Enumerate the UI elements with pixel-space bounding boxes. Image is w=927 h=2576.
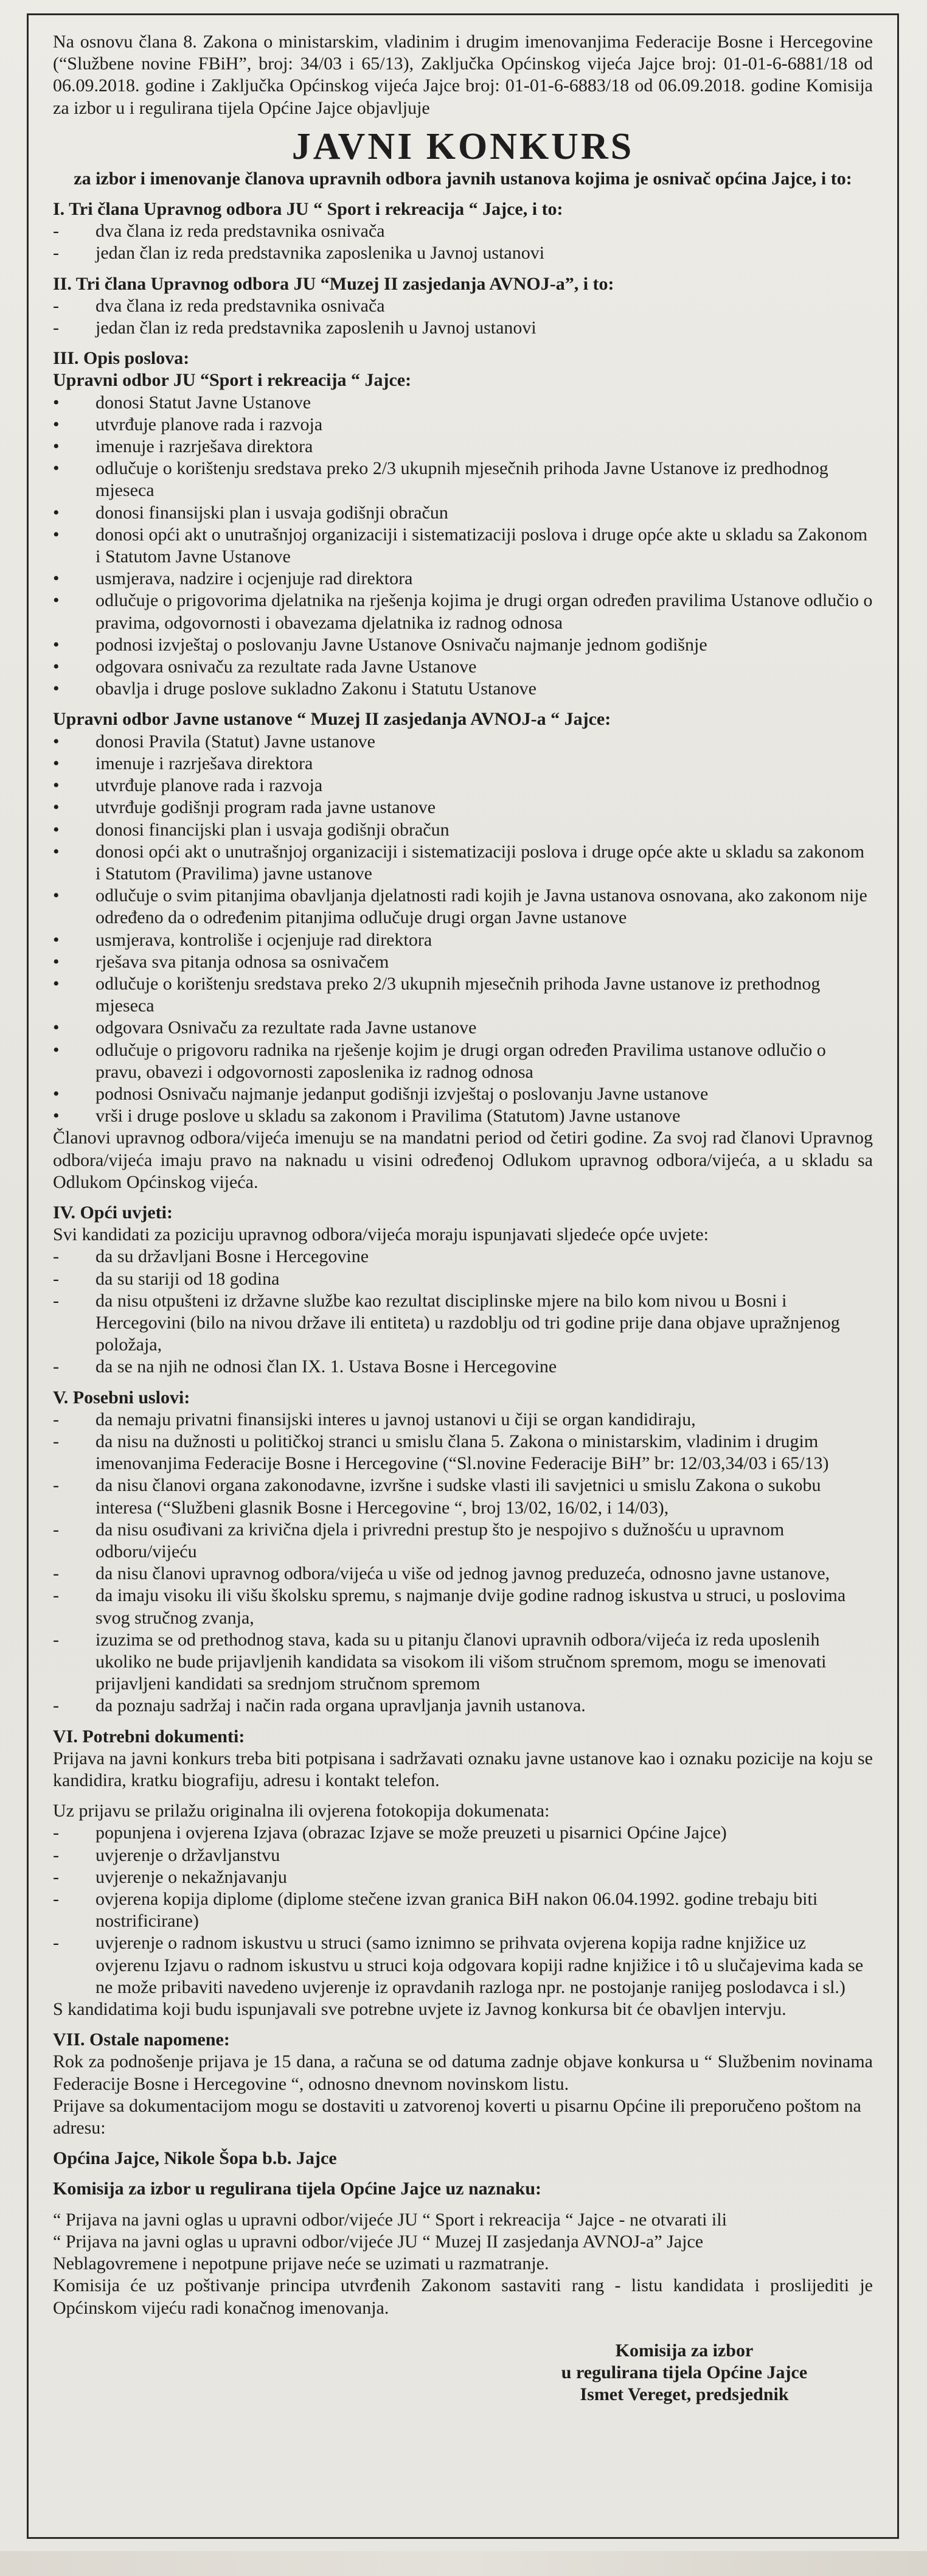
section-4-lead: Svi kandidati za poziciju upravnog odbora/vijeća moraju ispunjavati sljedeće opće uvjete: (53, 1224, 709, 1245)
section-3-closing: Članovi upravnog odbora/vijeća imenuju se na mandatni period od četiri godine. Za svoj rad članovi Upravnog odbora/vijeća imaju pravo na naknadu u visini određenoj Odlukom upravnog odbora/vijeća, a u skladu sa Odlukom Općinskog vijeća. (53, 1128, 873, 1192)
list-item: • odlučuje o svim pitanjima obavljanja djelatnosti radi kojih je Javna ustanova osnovana, ako zakonom nije određeno da o određenim pitanjima odlučuje drugi organ Javne ustanove (53, 885, 873, 929)
section-7-commission-note: Komisija za izbor u regulirana tijela Općine Jajce uz naznaku: (53, 2179, 542, 2199)
list-item: • imenuje i razrješava direktora (53, 436, 873, 458)
section-7-incomplete-note: Neblagovremene i nepotpune prijave neće se uzimati u razmatranje. (53, 2253, 549, 2274)
list-item: - da su stariji od 18 godina (53, 1268, 873, 1290)
list-item: - izuzima se od prethodnog stava, kada su u pitanju članovi upravnih odbora/vijeća iz reda uposlenih ukoliko ne bude prijavljenih kandidata sa visokom ili višom stručnom spremom, mogu se imenovati prijavljeni kandidati sa srednjom stručnom spremom (53, 1629, 873, 1695)
signature-line-3: Ismet Vereget, predsjednik (580, 2384, 789, 2405)
section-1-list (53, 220, 873, 264)
section-3-list-sport (53, 392, 873, 700)
section-7-quote-sport: “ Prijava na javni oglas u upravni odbor/vijeće JU “ Sport i rekreacija “ Jajce - ne otvarati ili (53, 2209, 727, 2230)
list-item: • donosi Statut Javne Ustanove (53, 392, 873, 414)
list-item: - dva člana iz reda predstavnika osnivača (53, 220, 873, 242)
section-6-list (53, 1822, 873, 1998)
list-item: - da nemaju privatni finansijski interes u javnoj ustanovi u čiji se organ kandidiraju, (53, 1409, 873, 1431)
list-item: • odlučuje o prigovorima djelatnika na rješenja kojima je drugi organ određen pravilima Ustanove odlučio o pravima, odgovornosti i obavezama djelatnika iz radnog odnosa (53, 590, 873, 634)
section-6-lead: Prijava na javni konkurs treba biti potpisana i sadržavati oznaku javne ustanove kao i oznaku pozicije na koju se kandidira, kratku biografiju, adresu i kontakt telefon. (53, 1748, 873, 1791)
list-item: - jedan član iz reda predstavnika zaposlenika u Javnoj ustanovi (53, 242, 873, 264)
list-item: • utvrđuje godišnji program rada javne ustanove (53, 797, 873, 819)
section-7-deadline: Rok za podnošenje prijava je 15 dana, a računa se od datuma zadnje objave konkursa u “ Službenim novinama Federacije Bosne i Hercegovine “, odnosno dnevnom novinskom listu. (53, 2051, 873, 2094)
list-item: - da se na njih ne odnosi član IX. 1. Ustava Bosne i Hercegovine (53, 1356, 873, 1378)
list-item: - uvjerenje o nekažnjavanju (53, 1866, 873, 1888)
list-item: • odlučuje o korištenju sredstava preko 2/3 ukupnih mjesečnih prihoda Javne Ustanove iz predhodnog mjeseca (53, 458, 873, 501)
list-item: - da poznaju sadržaj i način rada organa upravljanja javnih ustanova. (53, 1695, 873, 1717)
list-item: • donosi finansijski plan i usvaja godišnji obračun (53, 502, 873, 524)
section-5-list (53, 1409, 873, 1717)
list-item: - da nisu članovi upravnog odbora/vijeća u više od jednog javnog preduzeća, odnosno javne ustanove, (53, 1563, 873, 1585)
section-7-heading: VII. Ostale napomene: (53, 2030, 230, 2050)
list-item: • usmjerava, nadzire i ocjenjuje rad direktora (53, 568, 873, 590)
section-7-quote-museum: “ Prijava na javni oglas u upravni odbor/vijeće JU “ Muzej II zasjedanja AVNOJ-a” Jajce (53, 2231, 704, 2252)
signature-block (53, 2340, 873, 2406)
list-item: - dva člana iz reda predstavnika osnivača (53, 295, 873, 317)
list-item: • rješava sva pitanja odnosa sa osnivačem (53, 951, 873, 973)
section-6-closing: S kandidatima koji budu ispunjavali sve potrebne uvjete iz Javnog konkursa bit će obavljen intervju. (53, 1999, 786, 2020)
page-title: JAVNI KONKURS (291, 125, 634, 167)
signature-line-1: Komisija za izbor (615, 2340, 754, 2361)
list-item: • podnosi izvještaj o poslovanju Javne Ustanove Osnivaču najmanje jednom godišnje (53, 634, 873, 656)
section-1-heading: I. Tri člana Upravnog odbora JU “ Sport i rekreacija “ Jajce, i to: (53, 199, 563, 220)
section-7-ranking-note: Komisija će uz poštivanje principa utvrđenih Zakonom sastaviti rang - listu kandidata i proslijediti je Općinskom vijeću radi konačnog imenovanja. (53, 2275, 873, 2318)
section-2-heading: II. Tri člana Upravnog odbora JU “Muzej II zasjedanja AVNOJ-a”, i to: (53, 273, 614, 294)
list-item: • donosi financijski plan i usvaja godišnji obračun (53, 819, 873, 841)
list-item: • donosi opći akt o unutrašnjoj organizaciji i sistematizaciji poslova i druge opće akte u skladu sa Zakonom i Statutom Javne Ustanove (53, 524, 873, 568)
section-3-heading: III. Opis poslova: (53, 348, 190, 369)
intro-paragraph: Na osnovu člana 8. Zakona o ministarskim, vladinim i drugim imenovanjima Federacije Bosne i Hercegovine (“Službene novine FBiH”, broj: 34/03 i 65/13), Zaključka Općinskog vijeća Jajce broj: 01-01-6-6881/18 od 06.09.2018. godine i Zaključka Općinskog vijeća Jajce broj: 01-01-6-6883/18 od 06.09.2018. godine Komisija za izbor u i regulirana tijela Općine Jajce objavljuje (53, 32, 873, 118)
section-3-list-museum (53, 731, 873, 1128)
list-item: - da nisu članovi organa zakonodavne, izvršne i sudske vlasti ili savjetnici u smislu Zakona o sukobu interesa (“Službeni glasnik Bosne i Hercegovine “, broj 13/02, 16/02, i 14/03), (53, 1475, 873, 1518)
list-item: - ovjerena kopija diplome (diplome stečene izvan granica BiH nakon 06.04.1992. godine trebaju biti nostrificirane) (53, 1888, 873, 1932)
section-4-list (53, 1246, 873, 1378)
section-7-delivery: Prijave sa dokumentacijom mogu se dostaviti u zatvorenoj koverti u pisarnu Općine ili preporučeno poštom na adresu: (53, 2095, 861, 2138)
list-item: - da nisu na dužnosti u političkoj stranci u smislu člana 5. Zakona o ministarskim, vladinim i drugim imenovanjima Federacije Bosne i Hercegovine (“Sl.novine Federacije BiH” br: 12/03,34/03 i 65/13) (53, 1431, 873, 1475)
list-item: • odgovara osnivaču za rezultate rada Javne Ustanove (53, 656, 873, 678)
list-item: - popunjena i ovjerena Izjava (obrazac Izjave se može preuzeti u pisarnici Općine Jajce) (53, 1822, 873, 1844)
list-item: • imenuje i razrješava direktora (53, 753, 873, 775)
list-item: • odlučuje o korištenju sredstava preko 2/3 ukupnih mjesečnih prihoda Javne ustanove iz prethodnog mjeseca (53, 973, 873, 1017)
list-item: - jedan član iz reda predstavnika zaposlenih u Javnoj ustanovi (53, 317, 873, 339)
list-item: • utvrđuje planove rada i razvoja (53, 775, 873, 797)
announcement-frame (27, 13, 899, 2539)
list-item: • donosi opći akt o unutrašnjoj organizaciji i sistematizaciji poslova i druge opće akte u skladu sa zakonom i Statutom (Pravilima) javne ustanove (53, 841, 873, 885)
section-7-address: Općina Jajce, Nikole Šopa b.b. Jajce (53, 2148, 337, 2169)
section-3-subheading-museum: Upravni odbor Javne ustanove “ Muzej II zasjedanja AVNOJ-a “ Jajce: (53, 709, 611, 730)
list-item: • donosi Pravila (Statut) Javne ustanove (53, 731, 873, 753)
signature-line-2: u regulirana tijela Općine Jajce (561, 2362, 808, 2382)
list-item: • odgovara Osnivaču za rezultate rada Javne ustanove (53, 1017, 873, 1039)
list-item: • obavlja i druge poslove sukladno Zakonu i Statutu Ustanove (53, 678, 873, 700)
list-item: - da su državljani Bosne i Hercegovine (53, 1246, 873, 1268)
section-6-lead2: Uz prijavu se prilažu originalna ili ovjerena fotokopija dokumenata: (53, 1801, 550, 1821)
page-subtitle: za izbor i imenovanje članova upravnih odbora javnih ustanova kojima je osnivač općina Jajce, i to: (74, 168, 852, 189)
list-item: - da nisu osuđivani za krivična djela i privredni prestup što je nespojivo s dužnošću u upravnom odboru/vijeću (53, 1519, 873, 1563)
section-2-list (53, 295, 873, 339)
list-item: • usmjerava, kontroliše i ocjenjuje rad direktora (53, 929, 873, 951)
list-item: • podnosi Osnivaču najmanje jedanput godišnji izvještaj o poslovanju Javne ustanove (53, 1083, 873, 1105)
list-item: • vrši i druge poslove u skladu sa zakonom i Pravilima (Statutom) Javne ustanove (53, 1105, 873, 1127)
list-item: • odlučuje o prigovoru radnika na rješenje kojim je drugi organ određen Pravilima ustanove odlučio o pravu, obavezi i odgovornosti zaposlenika iz radnog odnosa (53, 1039, 873, 1083)
list-item: - uvjerenje o radnom iskustvu u struci (samo iznimno se prihvata ovjerena kopija radne knjižice uz ovjerenu Izjavu o radnom iskustvu u struci koja odgovara kopiji radne knjižice i tô u slučajevima kada se ne može pribaviti navedeno uvjerenje iz opravdanih razloga npr. ne postojanje ranijeg poslodavca i sl.) (53, 1932, 873, 1998)
section-3-subheading-sport: Upravni odbor JU “Sport i rekreacija “ Jajce: (53, 370, 412, 391)
section-5-heading: V. Posebni uslovi: (53, 1387, 190, 1408)
list-item: - da imaju visoku ili višu školsku spremu, s najmanje dvije godine radnog iskustva u struci, u poslovima svog stručnog zvanja, (53, 1585, 873, 1628)
list-item: • utvrđuje planove rada i razvoja (53, 414, 873, 436)
section-4-heading: IV. Opći uvjeti: (53, 1202, 173, 1223)
list-item: - da nisu otpušteni iz državne službe kao rezultat disciplinske mjere na bilo kom nivou u Bosni i Hercegovini (bilo na nivou države ili entiteta) u razdoblju od tri godine prije dana objave upražnjenog položaja, (53, 1290, 873, 1356)
bleed-through-strip (0, 2551, 927, 2576)
section-6-heading: VI. Potrebni dokumenti: (53, 1726, 245, 1747)
list-item: - uvjerenje o državljanstvu (53, 1845, 873, 1866)
